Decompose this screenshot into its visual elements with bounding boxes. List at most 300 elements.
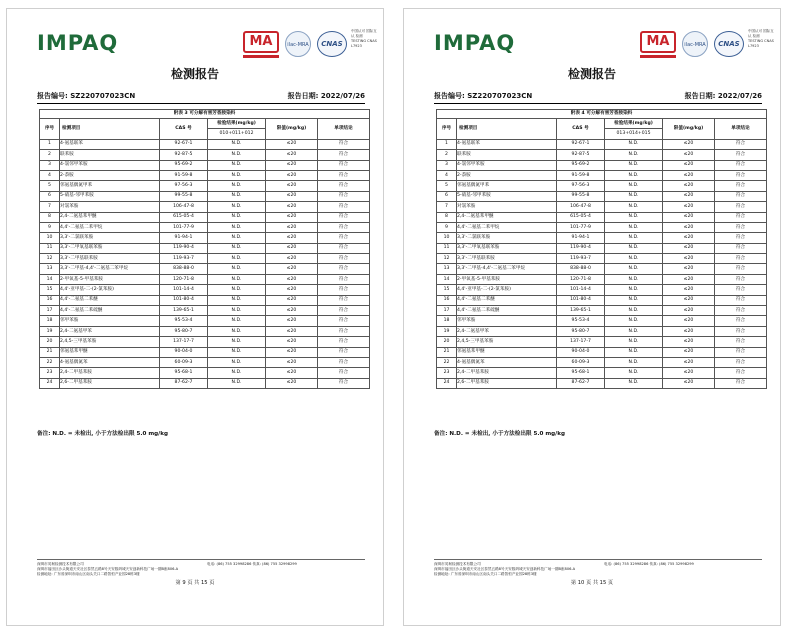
report-number-value: SZ220707023CN: [70, 92, 136, 100]
cma-mark-icon: MA: [640, 31, 676, 53]
cma-mark-icon: MA: [243, 31, 279, 53]
results-rows: [437, 139, 767, 388]
cell-conclusion: 符合: [715, 316, 767, 326]
cell-conclusion: 符合: [318, 243, 370, 253]
cell-no: 8: [40, 212, 60, 222]
report-page-right: [403, 8, 781, 626]
cell-result: N.D.: [208, 243, 266, 253]
cell-no: 10: [437, 233, 457, 243]
cell-item: 3,3'-二甲氧基联苯胺: [457, 243, 557, 253]
header-no: 序号: [437, 119, 457, 140]
report-number: [434, 91, 532, 101]
cma-underline: [640, 55, 676, 58]
table-row: [40, 347, 370, 357]
cell-item: 4-氨基联苯: [457, 139, 557, 149]
table-row: [40, 254, 370, 264]
footer-address: 深圳市福田区沙头街道天安社区泰然五路8号天安数码城天安创新科技广场一期B座806-A: [37, 567, 179, 571]
cell-result: N.D.: [208, 160, 266, 170]
table-note: 备注: N.D. = 未检出, 小于方法检出限 5.0 mg/kg: [434, 431, 565, 437]
table-row: [40, 274, 370, 284]
cell-limit: ≤20: [663, 378, 715, 388]
header-item: 检测项目: [457, 119, 557, 140]
cell-item: 5-硝基-邻甲苯胺: [457, 191, 557, 201]
cell-item: 3,3'-二甲氧基联苯胺: [60, 243, 160, 253]
cell-limit: ≤20: [266, 150, 318, 160]
cell-conclusion: 符合: [715, 357, 767, 367]
table-row: [40, 150, 370, 160]
cell-no: 24: [437, 378, 457, 388]
cell-item: 4,4'-二氨基二苯硫醚: [60, 306, 160, 316]
report-date-value: 2022/07/26: [320, 92, 365, 100]
cell-result: N.D.: [208, 357, 266, 367]
page-number: 第 10 页 共 15 页: [570, 580, 614, 586]
cell-limit: ≤20: [266, 326, 318, 336]
cell-conclusion: 符合: [715, 347, 767, 357]
footer-lab-address: 检测地址: 广东省深圳市南山区南头关口二路智恒产业园28栋3楼: [37, 572, 140, 576]
cell-item: 2,6-二甲基苯胺: [457, 378, 557, 388]
cell-item: 2,4-二甲基苯胺: [60, 368, 160, 378]
cell-no: 3: [40, 160, 60, 170]
cell-no: 9: [40, 222, 60, 232]
results-table: [39, 109, 370, 389]
cell-result: N.D.: [208, 202, 266, 212]
cell-limit: ≤20: [266, 191, 318, 201]
cell-item: 3,3'-二氯联苯胺: [60, 233, 160, 243]
cell-result: N.D.: [605, 170, 663, 180]
report-number-label: 报告编号:: [37, 92, 68, 100]
cell-result: N.D.: [605, 233, 663, 243]
cell-no: 19: [437, 326, 457, 336]
report-number: [37, 91, 135, 101]
cell-no: 22: [437, 357, 457, 367]
cell-item: 邻氨基偶氮甲苯: [457, 181, 557, 191]
cell-cas: 97-56-3: [557, 181, 605, 191]
cell-item: 2-甲氧基-5-甲基苯胺: [457, 274, 557, 284]
cell-item: 4-氨基联苯: [60, 139, 160, 149]
cell-cas: 95-80-7: [160, 326, 208, 336]
cell-no: 20: [437, 337, 457, 347]
cell-no: 23: [437, 368, 457, 378]
cell-result: N.D.: [208, 326, 266, 336]
cell-conclusion: 符合: [318, 160, 370, 170]
cell-no: 12: [437, 254, 457, 264]
header-divider: [434, 103, 762, 104]
cell-cas: 99-55-8: [557, 191, 605, 201]
cell-item: 4,4'-二氨基二苯醚: [457, 295, 557, 305]
cell-limit: ≤20: [663, 160, 715, 170]
cell-limit: ≤20: [663, 139, 715, 149]
cell-limit: ≤20: [663, 337, 715, 347]
cell-limit: ≤20: [266, 160, 318, 170]
cell-cas: 101-77-9: [160, 222, 208, 232]
cell-no: 1: [40, 139, 60, 149]
cell-result: N.D.: [605, 212, 663, 222]
footer-divider: [37, 559, 365, 560]
cell-item: 2,6-二甲基苯胺: [60, 378, 160, 388]
header-result: 检验结果(mg/kg): [605, 119, 663, 129]
cell-limit: ≤20: [266, 274, 318, 284]
cell-cas: 95-69-2: [160, 160, 208, 170]
cell-conclusion: 符合: [318, 170, 370, 180]
table-row: [40, 306, 370, 316]
cell-no: 24: [40, 378, 60, 388]
cell-result: N.D.: [208, 191, 266, 201]
cell-conclusion: 符合: [318, 295, 370, 305]
cell-conclusion: 符合: [715, 285, 767, 295]
cell-result: N.D.: [208, 170, 266, 180]
cell-item: 4-氯邻甲苯胺: [60, 160, 160, 170]
cell-item: 联苯胺: [457, 150, 557, 160]
cell-limit: ≤20: [663, 254, 715, 264]
cell-limit: ≤20: [663, 264, 715, 274]
cell-conclusion: 符合: [318, 274, 370, 284]
cell-item: 3,3'-二氯联苯胺: [457, 233, 557, 243]
cell-cas: 92-87-5: [160, 150, 208, 160]
cell-no: 3: [437, 160, 457, 170]
cell-cas: 90-04-0: [160, 347, 208, 357]
cell-no: 1: [437, 139, 457, 149]
table-note: 备注: N.D. = 未检出, 小于方法检出限 5.0 mg/kg: [37, 431, 168, 437]
table-row: [437, 326, 767, 336]
report-date-label: 报告日期:: [287, 92, 319, 100]
table-row: [437, 378, 767, 388]
cell-item: 2,4,5-三甲基苯胺: [457, 337, 557, 347]
cell-cas: 97-56-3: [160, 181, 208, 191]
cell-conclusion: 符合: [715, 233, 767, 243]
cell-item: 2-萘胺: [60, 170, 160, 180]
table-caption: 附表 3 可分解有害芳香胺染料: [40, 110, 370, 119]
cell-limit: ≤20: [266, 243, 318, 253]
cell-result: N.D.: [208, 274, 266, 284]
cell-cas: 91-94-1: [557, 233, 605, 243]
table-header-row: [437, 119, 767, 129]
cell-conclusion: 符合: [715, 337, 767, 347]
cell-item: 4-氨基偶氮苯: [457, 357, 557, 367]
table-row: [40, 368, 370, 378]
cell-conclusion: 符合: [715, 368, 767, 378]
footer-lab-address: 检测地址: 广东省深圳市南山区南头关口二路智恒产业园28栋3楼: [434, 572, 537, 576]
cell-limit: ≤20: [663, 181, 715, 191]
table-row: [40, 160, 370, 170]
cell-result: N.D.: [605, 326, 663, 336]
cell-result: N.D.: [605, 295, 663, 305]
cell-item: 3,3'-二甲基联苯胺: [457, 254, 557, 264]
cell-result: N.D.: [208, 378, 266, 388]
cell-conclusion: 符合: [318, 347, 370, 357]
cell-result: N.D.: [605, 306, 663, 316]
cell-cas: 106-47-8: [557, 202, 605, 212]
cell-result: N.D.: [605, 150, 663, 160]
cell-no: 19: [40, 326, 60, 336]
cell-result: N.D.: [208, 285, 266, 295]
cell-cas: 60-09-3: [160, 357, 208, 367]
cell-item: 2,4-二氨基苯甲醚: [457, 212, 557, 222]
cell-limit: ≤20: [663, 202, 715, 212]
cell-limit: ≤20: [663, 368, 715, 378]
table-row: [437, 202, 767, 212]
table-row: [40, 212, 370, 222]
cell-item: 4,4'-二氨基二苯甲烷: [60, 222, 160, 232]
table-row: [437, 160, 767, 170]
table-row: [40, 191, 370, 201]
cell-item: 4,4'-二氨基二苯硫醚: [457, 306, 557, 316]
header-item: 检测项目: [60, 119, 160, 140]
cell-result: N.D.: [605, 191, 663, 201]
cell-no: 9: [437, 222, 457, 232]
cell-result: N.D.: [605, 337, 663, 347]
cma-underline: [243, 55, 279, 58]
cell-no: 13: [40, 264, 60, 274]
cell-result: N.D.: [605, 347, 663, 357]
footer-address: 深圳市福田区沙头街道天安社区泰然五路8号天安数码城天安创新科技广场一期B座806-A: [434, 567, 576, 571]
cell-limit: ≤20: [663, 285, 715, 295]
cell-limit: ≤20: [663, 274, 715, 284]
report-number-value: SZ220707023CN: [467, 92, 533, 100]
cell-result: N.D.: [605, 368, 663, 378]
cell-result: N.D.: [605, 160, 663, 170]
cell-conclusion: 符合: [318, 316, 370, 326]
cell-no: 16: [437, 295, 457, 305]
cell-limit: ≤20: [663, 316, 715, 326]
cell-result: N.D.: [605, 316, 663, 326]
report-date-label: 报告日期:: [684, 92, 716, 100]
table-row: [437, 181, 767, 191]
cell-no: 8: [437, 212, 457, 222]
cnas-accreditation-text: 中国认可 国际互认 检测 TESTING CNAS L7923: [351, 29, 377, 48]
footer-phone: 电话: (86) 755 32998286 传真: (86) 755 32998299: [207, 562, 297, 566]
cell-conclusion: 符合: [715, 191, 767, 201]
table-row: [437, 139, 767, 149]
cell-conclusion: 符合: [318, 306, 370, 316]
cell-cas: 120-71-8: [160, 274, 208, 284]
table-row: [437, 254, 767, 264]
cell-cas: 139-65-1: [557, 306, 605, 316]
cell-item: 邻氨基偶氮甲苯: [60, 181, 160, 191]
report-date-value: 2022/07/26: [717, 92, 762, 100]
results-table: [436, 109, 767, 389]
cell-conclusion: 符合: [318, 150, 370, 160]
cell-item: 4,4'-亚甲基-二-(2-氯苯胺): [457, 285, 557, 295]
cell-cas: 120-71-8: [557, 274, 605, 284]
cell-conclusion: 符合: [715, 243, 767, 253]
cell-no: 21: [437, 347, 457, 357]
cell-result: N.D.: [208, 264, 266, 274]
header-conclusion: 单项结论: [318, 119, 370, 140]
cell-conclusion: 符合: [715, 295, 767, 305]
cell-cas: 87-62-7: [557, 378, 605, 388]
cell-conclusion: 符合: [318, 357, 370, 367]
header-cas: CAS 号: [557, 119, 605, 140]
cell-no: 15: [437, 285, 457, 295]
cell-item: 2,4-二氨基甲苯: [457, 326, 557, 336]
table-caption-row: [437, 110, 767, 119]
cnas-accreditation-text: 中国认可 国际互认 检测 TESTING CNAS L7923: [748, 29, 774, 48]
cell-result: N.D.: [208, 368, 266, 378]
cell-item: 对氯苯胺: [457, 202, 557, 212]
cell-no: 17: [437, 306, 457, 316]
cell-no: 2: [437, 150, 457, 160]
header-no: 序号: [40, 119, 60, 140]
cell-result: N.D.: [605, 139, 663, 149]
cell-cas: 87-62-7: [160, 378, 208, 388]
cell-cas: 119-90-4: [160, 243, 208, 253]
cell-cas: 60-09-3: [557, 357, 605, 367]
table-row: [437, 295, 767, 305]
table-row: [40, 233, 370, 243]
table-caption: 附表 4 可分解有害芳香胺染料: [437, 110, 767, 119]
cell-item: 2,4,5-三甲基苯胺: [60, 337, 160, 347]
cell-limit: ≤20: [663, 357, 715, 367]
ilac-mra-icon: ilac-MRA: [285, 31, 311, 57]
table-row: [437, 212, 767, 222]
table-row: [437, 285, 767, 295]
cell-result: N.D.: [605, 222, 663, 232]
cell-result: N.D.: [208, 150, 266, 160]
cell-conclusion: 符合: [715, 160, 767, 170]
cell-limit: ≤20: [266, 295, 318, 305]
cell-item: 邻氨基苯甲醚: [457, 347, 557, 357]
table-row: [40, 181, 370, 191]
cell-result: N.D.: [605, 274, 663, 284]
table-row: [40, 316, 370, 326]
cell-conclusion: 符合: [318, 202, 370, 212]
footer-company: 深圳市英柯检测技术有限公司: [37, 562, 84, 566]
cell-cas: 101-14-4: [160, 285, 208, 295]
cell-limit: ≤20: [266, 212, 318, 222]
header-result: 检验结果(mg/kg): [208, 119, 266, 129]
cell-no: 5: [437, 181, 457, 191]
cell-conclusion: 符合: [715, 170, 767, 180]
cell-result: N.D.: [208, 347, 266, 357]
cell-limit: ≤20: [266, 347, 318, 357]
cell-cas: 92-67-1: [557, 139, 605, 149]
cell-conclusion: 符合: [318, 368, 370, 378]
table-row: [40, 222, 370, 232]
cell-result: N.D.: [208, 306, 266, 316]
report-date: [288, 91, 365, 101]
cell-cas: 92-87-5: [557, 150, 605, 160]
cell-item: 4,4'-二氨基二苯醚: [60, 295, 160, 305]
cell-cas: 91-94-1: [160, 233, 208, 243]
cell-conclusion: 符合: [715, 254, 767, 264]
cell-cas: 101-77-9: [557, 222, 605, 232]
cell-conclusion: 符合: [715, 274, 767, 284]
report-page-left: [6, 8, 384, 626]
company-logo: IMPAQ: [434, 31, 516, 55]
cell-conclusion: 符合: [318, 181, 370, 191]
cell-no: 10: [40, 233, 60, 243]
cell-result: N.D.: [605, 202, 663, 212]
cell-conclusion: 符合: [318, 212, 370, 222]
cell-no: 14: [437, 274, 457, 284]
cell-item: 对氯苯胺: [60, 202, 160, 212]
cell-item: 邻甲苯胺: [60, 316, 160, 326]
cell-no: 17: [40, 306, 60, 316]
cell-no: 2: [40, 150, 60, 160]
table-caption-row: [40, 110, 370, 119]
table-row: [437, 357, 767, 367]
cell-item: 联苯胺: [60, 150, 160, 160]
table-row: [437, 170, 767, 180]
table-row: [40, 202, 370, 212]
cell-no: 7: [437, 202, 457, 212]
cell-limit: ≤20: [266, 202, 318, 212]
cell-no: 12: [40, 254, 60, 264]
cell-cas: 95-68-1: [557, 368, 605, 378]
table-row: [40, 264, 370, 274]
footer-company: 深圳市英柯检测技术有限公司: [434, 562, 481, 566]
cnas-icon: CNAS: [714, 31, 744, 57]
table-row: [40, 170, 370, 180]
cell-result: N.D.: [208, 337, 266, 347]
table-row: [40, 337, 370, 347]
cell-conclusion: 符合: [318, 337, 370, 347]
table-row: [437, 191, 767, 201]
header-sample-ids: 013+014+015: [605, 129, 663, 139]
cell-no: 13: [437, 264, 457, 274]
cell-no: 11: [40, 243, 60, 253]
cell-limit: ≤20: [266, 181, 318, 191]
cell-conclusion: 符合: [715, 306, 767, 316]
cell-cas: 95-53-4: [160, 316, 208, 326]
cell-cas: 615-05-4: [160, 212, 208, 222]
cell-cas: 137-17-7: [557, 337, 605, 347]
header-divider: [37, 103, 365, 104]
cell-result: N.D.: [605, 254, 663, 264]
cell-conclusion: 符合: [318, 326, 370, 336]
cell-no: 4: [40, 170, 60, 180]
table-row: [40, 326, 370, 336]
cell-cas: 95-68-1: [160, 368, 208, 378]
table-row: [40, 357, 370, 367]
cell-result: N.D.: [605, 243, 663, 253]
cell-no: 16: [40, 295, 60, 305]
cell-item: 2,4-二氨基甲苯: [60, 326, 160, 336]
cell-cas: 90-04-0: [557, 347, 605, 357]
cell-cas: 91-59-8: [557, 170, 605, 180]
cell-no: 20: [40, 337, 60, 347]
table-row: [437, 306, 767, 316]
cell-no: 6: [437, 191, 457, 201]
cell-limit: ≤20: [663, 243, 715, 253]
cell-item: 2,4-二甲基苯胺: [457, 368, 557, 378]
cell-result: N.D.: [208, 139, 266, 149]
cell-conclusion: 符合: [715, 222, 767, 232]
cell-limit: ≤20: [663, 212, 715, 222]
header-limit: 限值(mg/kg): [663, 119, 715, 140]
page-title: 检测报告: [170, 67, 219, 81]
cell-cas: 101-14-4: [557, 285, 605, 295]
cell-conclusion: 符合: [318, 191, 370, 201]
cell-result: N.D.: [208, 233, 266, 243]
cell-conclusion: 符合: [318, 264, 370, 274]
cell-cas: 119-93-7: [160, 254, 208, 264]
cell-item: 2-甲氧基-5-甲基苯胺: [60, 274, 160, 284]
cell-no: 11: [437, 243, 457, 253]
cell-no: 14: [40, 274, 60, 284]
cell-result: N.D.: [605, 181, 663, 191]
cell-result: N.D.: [605, 264, 663, 274]
cell-cas: 101-80-4: [557, 295, 605, 305]
cell-conclusion: 符合: [318, 254, 370, 264]
cell-no: 18: [437, 316, 457, 326]
cell-item: 4,4'-二氨基二苯甲烷: [457, 222, 557, 232]
cell-limit: ≤20: [663, 326, 715, 336]
table-row: [437, 233, 767, 243]
cell-conclusion: 符合: [318, 233, 370, 243]
header-limit: 限值(mg/kg): [266, 119, 318, 140]
table-row: [437, 264, 767, 274]
